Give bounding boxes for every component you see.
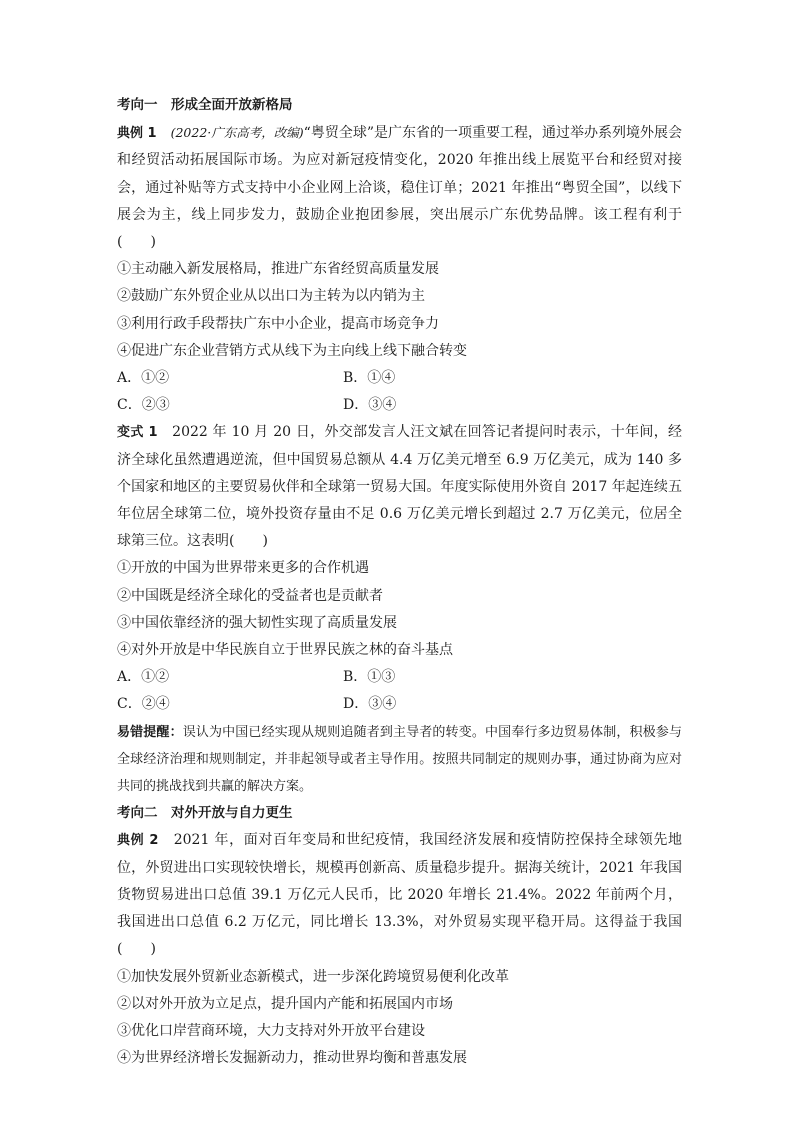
example-2-item-4: ④为世界经济增长发掘新动力，推动世界均衡和普惠发展 [117,1050,467,1067]
variant-1-option-c: C．②④ [117,696,170,713]
variant-1-options-row-1 [117,664,682,691]
example-1-option-a: A．①② [117,370,170,387]
example-1-item-1: ①主动融入新发展格局，推进广东省经贸高质量发展 [117,261,439,278]
example-1-text: “粤贸全球”是广东省的一项重要工程，通过举办系列境外展会和经贸活动拓展国际市场。为应对新冠疫情变化，2020 年推出线上展览平台和经贸对接会，通过补贴等方式支持中小企业网上洽谈，稳住订单；2021 年推出“粤贸全国”，以线下展会为主，线上同步发力，鼓励企业抱团参展，突出展示广东优势品牌。该工程有利于( ) [117,125,683,251]
example-1-stem [117,119,682,256]
example-2-label: 典例 2 [117,833,159,849]
variant-1-stem [117,419,682,555]
example-1-option-b: B．①④ [343,370,396,387]
variant-1-item-2: ②中国既是经济全球化的受益者也是贡献者 [117,587,383,604]
variant-1-option-d: D．③④ [343,696,397,713]
error-tip [117,719,682,801]
example-2-item-3: ③优化口岸营商环境，大力支持对外开放平台建设 [117,1022,425,1039]
variant-1-item-4: ④对外开放是中华民族自立于世界民族之林的奋斗基点 [117,642,453,659]
error-tip-label: 易错提醒： [117,724,183,740]
example-1-source: (2022·广东高考，改编) [170,125,304,141]
document-page [117,92,682,1072]
variant-1-item-3: ③中国依靠经济的强大韧性实现了高质量发展 [117,614,397,631]
example-2-stem [117,827,682,963]
example-1-label: 典例 1 [117,126,157,142]
example-1-item-2: ②鼓励广东外贸企业从以出口为主转为以内销为主 [117,288,425,305]
variant-1-options-row-2 [117,691,682,718]
example-1-options-row-2 [117,392,682,419]
error-tip-text: 误认为中国已经实现从规则追随者到主导者的转变。中国奉行多边贸易体制，积极参与全球经济治理和规则制定，并非起领导或者主导作用。按照共同制定的规则办事，通过协商为应对共同的挑战找到共赢的解决方案。 [117,724,682,795]
variant-1-item-1: ①开放的中国为世界带来更多的合作机遇 [117,560,369,577]
example-1-option-d: D．③④ [343,397,397,414]
section-heading-1: 考向一 形成全面开放新格局 [117,97,293,113]
example-2-text: 2021 年，面对百年变局和世纪疫情，我国经济发展和疫情防控保持全球领先地位，外贸进出口实现较快增长，规模再创新高、质量稳步提升。据海关统计，2021 年我国货物贸易进出口总值 39.1 万亿元人民币，比 2020 年增长 21.4%。2022 年前两个月，我国进出口总值 6.2 万亿元，同比增长 13.3%，对外贸易实现平稳开局。这得益于我国( ) [117,832,683,958]
example-1-options-row-1 [117,365,682,392]
example-1-option-c: C．②③ [117,397,170,414]
example-1-item-4: ④促进广东企业营销方式从线下为主向线上线下融合转变 [117,342,467,359]
variant-1-label: 变式 1 [117,425,158,441]
example-1-item-3: ③利用行政手段帮扶广东中小企业，提高市场竞争力 [117,315,439,332]
variant-1-option-a: A．①② [117,669,170,686]
variant-1-text: 2022 年 10 月 20 日，外交部发言人汪文斌在回答记者提问时表示，十年间，经济全球化虽然遭遇逆流，但中国贸易总额从 4.4 万亿美元增至 6.9 万亿美元，成为 140 多个国家和地区的主要贸易伙伴和全球第一贸易大国。年度实际使用外资自 2017 年起连续五年位居全球第二位，境外投资存量由不足 0.6 万亿美元增长到超过 2.7 万亿美元，位居全球第三位。这表明( ) [117,424,683,550]
variant-1-option-b: B．①③ [343,669,396,686]
section-heading-2: 考向二 对外开放与自力更生 [117,805,293,822]
example-2-item-1: ①加快发展外贸新业态新模式，进一步深化跨境贸易便利化改革 [117,968,509,985]
example-2-item-2: ②以对外开放为立足点，提升国内产能和拓展国内市场 [117,995,453,1012]
